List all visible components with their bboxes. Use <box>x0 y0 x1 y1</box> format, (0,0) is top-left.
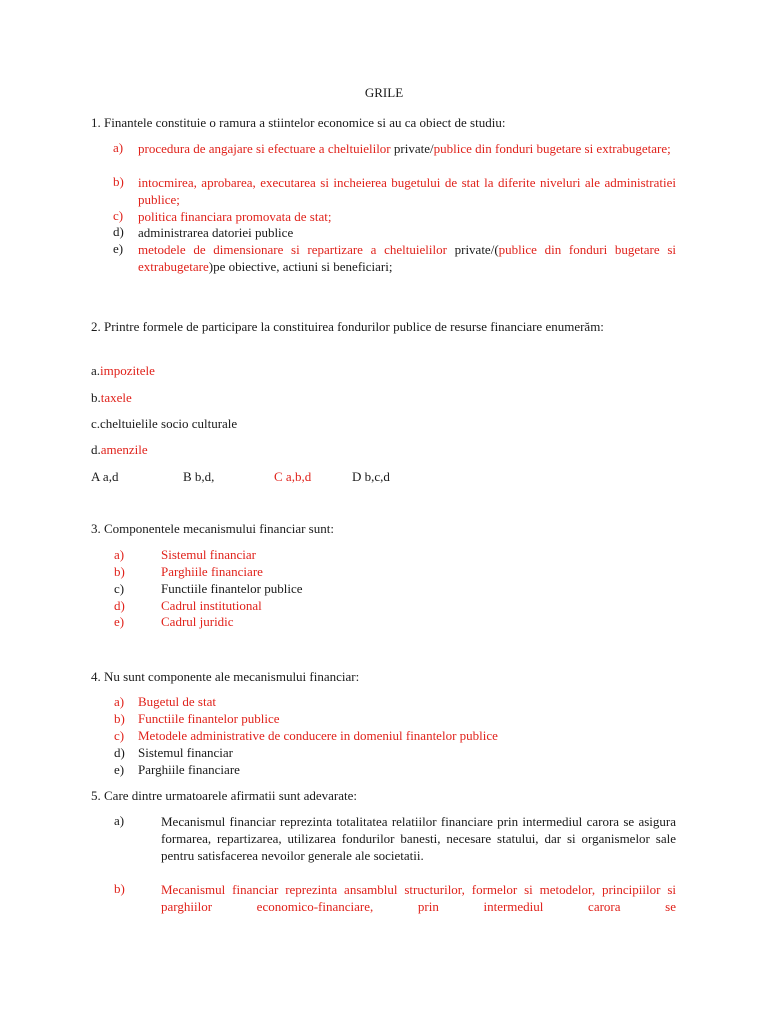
q3-option-a: Sistemul financiar <box>161 547 256 562</box>
q1-option-d-label: d) <box>113 224 124 239</box>
q2-option-b-prefix: b. <box>91 390 101 405</box>
q1-option-b: intocmirea, aprobarea, executarea si incheierea bugetului de stat la diferite niveluri ale administratiei publice; <box>138 175 676 207</box>
q2-option-a-text: impozitele <box>100 363 155 378</box>
q4-option-d-label: d) <box>114 745 125 760</box>
q4-option-c-label: c) <box>114 728 125 743</box>
q1-option-e-black-1: private/( <box>446 242 499 257</box>
q4-option-a-label: a) <box>114 694 125 709</box>
q1-option-e-red-2: publice din fonduri bugetare si extrabugetare <box>138 242 676 274</box>
q2-option-a <box>91 362 155 379</box>
q4-option-c: Metodele administrative de conducere in domeniul finantelor publice <box>138 728 498 743</box>
q4-option-e-label: e) <box>114 762 125 777</box>
question-5-text: 5. Care dintre urmatoarele afirmatii sunt adevarate: <box>91 788 358 803</box>
q2-answer-c: C a,b,d <box>274 469 312 484</box>
q2-option-d <box>91 441 148 458</box>
q1-option-e <box>138 241 676 275</box>
q4-option-a: Bugetul de stat <box>138 694 216 709</box>
q3-option-b-label: b) <box>114 564 125 579</box>
q1-option-e-label: e) <box>113 241 124 256</box>
question-3-text: 3. Componentele mecanismului financiar sunt: <box>91 521 334 536</box>
q1-option-a-black: private/ <box>390 141 434 156</box>
question-1-text: 1. Finantele constituie o ramura a stiintelor economice si au ca obiect de studiu: <box>91 115 506 130</box>
q1-option-c: politica financiara promovata de stat; <box>138 209 332 224</box>
q5-option-a-label: a) <box>114 813 125 828</box>
q2-answer-a: A a,d <box>91 469 119 484</box>
question-4-text: 4. Nu sunt componente ale mecanismului financiar: <box>91 669 360 684</box>
q2-answer-d: D b,c,d <box>352 469 390 484</box>
q4-option-b: Functiile finantelor publice <box>138 711 280 726</box>
q2-option-b-text: taxele <box>100 390 132 405</box>
q2-option-c: c.cheltuielile socio culturale <box>91 416 238 431</box>
q3-option-d-label: d) <box>114 598 125 613</box>
q2-option-d-text: amenzile <box>100 442 148 457</box>
q4-option-d: Sistemul financiar <box>138 745 233 760</box>
q1-option-d: administrarea datoriei publice <box>138 225 294 240</box>
q1-option-a-red-1: procedura de angajare si efectuare a cheltuielilor <box>138 141 391 156</box>
q5-option-a: Mecanismul financiar reprezinta totalitatea relatiilor financiare prin intermediul carora se asigura formarea, repartizarea, utilizarea fondurilor banesti, necesare statului, dar si organismelor sale pentru satisfacerea nevoilor generale ale societatii. <box>161 814 676 863</box>
q5-option-b: Mecanismul financiar reprezinta ansamblul structurilor, formelor si metodelor, principiilor si parghiilor economico-financiare, prin intermediul carora se <box>161 882 676 914</box>
q1-option-e-black-2: )pe obiective, actiuni si beneficiari; <box>208 259 393 274</box>
q4-option-b-label: b) <box>114 711 125 726</box>
q2-option-d-prefix: d. <box>91 442 101 457</box>
q2-option-b <box>91 389 132 406</box>
q4-option-e: Parghiile financiare <box>138 762 240 777</box>
q3-option-e: Cadrul juridic <box>161 614 234 629</box>
q1-option-a-red-2: publice din fonduri bugetare si extrabugetare; <box>433 141 671 156</box>
q3-option-c-label: c) <box>114 581 125 596</box>
q1-option-b-label: b) <box>113 174 124 189</box>
q1-option-a-label: a) <box>113 140 124 155</box>
q3-option-e-label: e) <box>114 614 125 629</box>
q3-option-a-label: a) <box>114 547 125 562</box>
q3-option-b: Parghiile financiare <box>161 564 263 579</box>
q1-option-a <box>138 140 676 157</box>
q2-option-a-prefix: a. <box>91 363 101 378</box>
q5-option-b-label: b) <box>114 881 125 896</box>
q1-option-c-label: c) <box>113 208 124 223</box>
q3-option-d: Cadrul institutional <box>161 598 262 613</box>
q2-answer-b: B b,d, <box>183 469 215 484</box>
q1-option-e-red-1: metodele de dimensionare si repartizare a cheltuielilor <box>138 242 447 257</box>
q3-option-c: Functiile finantelor publice <box>161 581 303 596</box>
page-title: GRILE <box>364 85 404 100</box>
question-2-text: 2. Printre formele de participare la constituirea fondurilor publice de resurse financiare enumerăm: <box>91 319 604 334</box>
